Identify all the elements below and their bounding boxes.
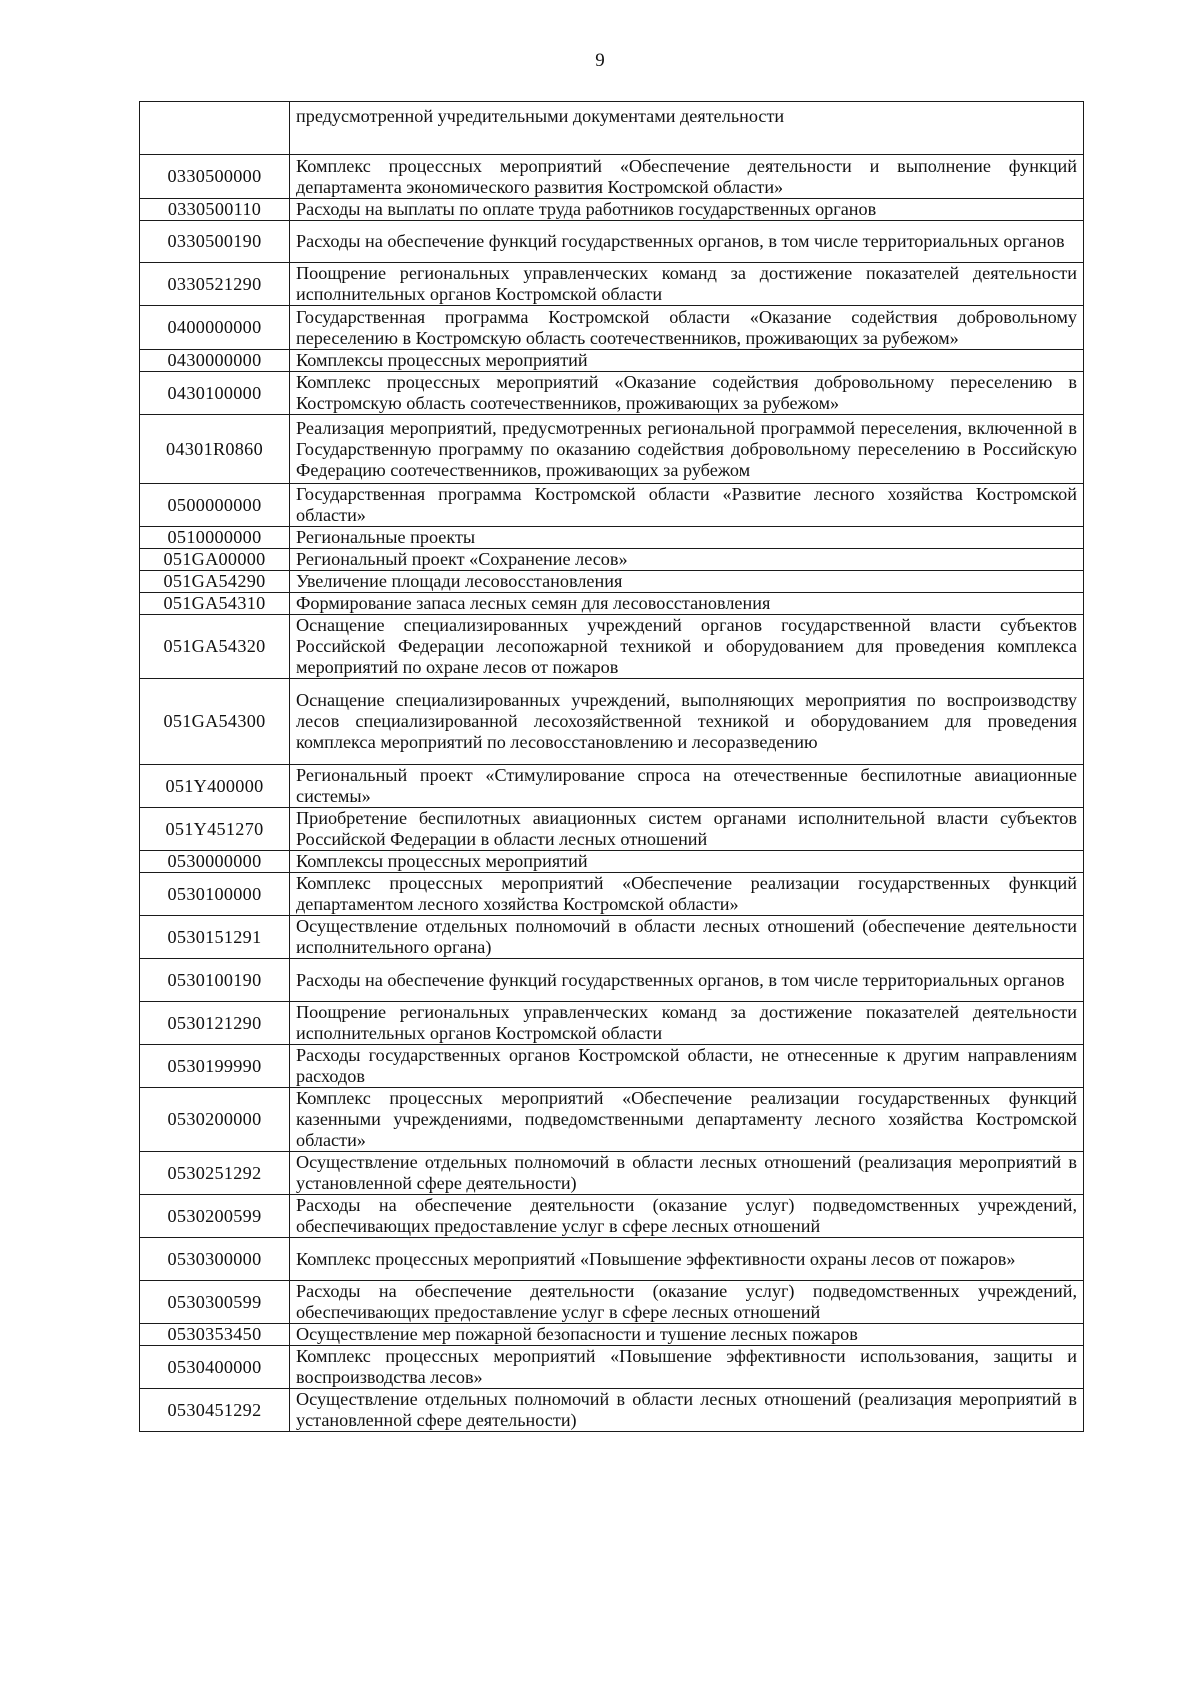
budget-code: 0530000000 xyxy=(140,851,290,873)
table-row xyxy=(140,1088,1084,1152)
table-row xyxy=(140,372,1084,415)
expense-description: Расходы на обеспечение деятельности (оказание услуг) подведомственных учреждений, обеспечивающих предоставление услуг в сфере лесных отношений xyxy=(290,1281,1084,1324)
budget-code: 0530300599 xyxy=(140,1281,290,1324)
table-row xyxy=(140,1389,1084,1432)
expense-description: Комплекс процессных мероприятий «Оказание содействия добровольному переселению в Костромскую область соотечественников, проживающих за рубежом» xyxy=(290,372,1084,415)
expense-description: Расходы на обеспечение деятельности (оказание услуг) подведомственных учреждений, обеспечивающих предоставление услуг в сфере лесных отношений xyxy=(290,1195,1084,1238)
table-row xyxy=(140,263,1084,306)
expense-description: Расходы на обеспечение функций государственных органов, в том числе территориальных органов xyxy=(290,959,1084,1002)
budget-code: 0530151291 xyxy=(140,916,290,959)
table-row xyxy=(140,415,1084,484)
budget-code: 0500000000 xyxy=(140,484,290,527)
expense-description: Комплекс процессных мероприятий «Обеспечение реализации государственных функций департаментом лесного хозяйства Костромской области» xyxy=(290,873,1084,916)
table-row xyxy=(140,679,1084,765)
expense-description: Государственная программа Костромской области «Развитие лесного хозяйства Костромской области» xyxy=(290,484,1084,527)
expense-description: Поощрение региональных управленческих команд за достижение показателей деятельности исполнительных органов Костромской области xyxy=(290,263,1084,306)
budget-code: 0530300000 xyxy=(140,1238,290,1281)
table-row xyxy=(140,1045,1084,1088)
budget-code: 051Y400000 xyxy=(140,765,290,808)
expense-description: Комплекс процессных мероприятий «Обеспечение деятельности и выполнение функций департамента экономического развития Костромской области» xyxy=(290,155,1084,199)
budget-code: 0330500190 xyxy=(140,221,290,263)
expense-description: Комплекс процессных мероприятий «Повышение эффективности охраны лесов от пожаров» xyxy=(290,1238,1084,1281)
table-row xyxy=(140,873,1084,916)
expense-description: Комплекс процессных мероприятий «Обеспечение реализации государственных функций казенными учреждениями, подведомственными департаменту лесного хозяйства Костромской области» xyxy=(290,1088,1084,1152)
expense-description: Оснащение специализированных учреждений, выполняющих мероприятия по воспроизводству лесов специализированной лесохозяйственной техникой и оборудованием для проведения комплекса мероприятий по лесовосстановлению и лесоразведению xyxy=(290,679,1084,765)
budget-code: 0530353450 xyxy=(140,1324,290,1346)
page-number: 9 xyxy=(595,50,605,71)
expense-description: Расходы на выплаты по оплате труда работников государственных органов xyxy=(290,199,1084,221)
budget-code: 0530121290 xyxy=(140,1002,290,1045)
budget-code xyxy=(140,102,290,155)
budget-code: 0330521290 xyxy=(140,263,290,306)
budget-code: 0330500000 xyxy=(140,155,290,199)
expense-description: Осуществление отдельных полномочий в области лесных отношений (обеспечение деятельности исполнительного органа) xyxy=(290,916,1084,959)
table-row xyxy=(140,102,1084,155)
expense-description: Осуществление отдельных полномочий в области лесных отношений (реализация мероприятий в установленной сфере деятельности) xyxy=(290,1389,1084,1432)
table-row xyxy=(140,571,1084,593)
expense-description: Государственная программа Костромской области «Оказание содействия добровольному переселению в Костромскую область соотечественников, проживающих за рубежом» xyxy=(290,306,1084,350)
budget-code: 0530200599 xyxy=(140,1195,290,1238)
budget-code: 051GA00000 xyxy=(140,549,290,571)
budget-code: 051GA54310 xyxy=(140,593,290,615)
table-row xyxy=(140,306,1084,350)
expense-description: Осуществление мер пожарной безопасности и тушение лесных пожаров xyxy=(290,1324,1084,1346)
table-row xyxy=(140,765,1084,808)
table-row xyxy=(140,199,1084,221)
budget-code: 0430000000 xyxy=(140,350,290,372)
expense-description: Увеличение площади лесовосстановления xyxy=(290,571,1084,593)
expense-description: Оснащение специализированных учреждений органов государственной власти субъектов Российской Федерации лесопожарной техникой и оборудованием для проведения комплекса мероприятий по охране лесов от пожаров xyxy=(290,615,1084,679)
table-row xyxy=(140,808,1084,851)
expense-description: Поощрение региональных управленческих команд за достижение показателей деятельности исполнительных органов Костромской области xyxy=(290,1002,1084,1045)
budget-code: 0530199990 xyxy=(140,1045,290,1088)
budget-code: 0530100190 xyxy=(140,959,290,1002)
expense-description: Приобретение беспилотных авиационных систем органами исполнительной власти субъектов Российской Федерации в области лесных отношений xyxy=(290,808,1084,851)
table-row xyxy=(140,1002,1084,1045)
expense-description: Расходы государственных органов Костромской области, не отнесенные к другим направлениям расходов xyxy=(290,1045,1084,1088)
table-row xyxy=(140,1152,1084,1195)
budget-code: 0430100000 xyxy=(140,372,290,415)
expense-description: Расходы на обеспечение функций государственных органов, в том числе территориальных органов xyxy=(290,221,1084,263)
expense-description: Региональный проект «Стимулирование спроса на отечественные беспилотные авиационные системы» xyxy=(290,765,1084,808)
table-row xyxy=(140,155,1084,199)
table-row xyxy=(140,1324,1084,1346)
expense-description: Комплексы процессных мероприятий xyxy=(290,851,1084,873)
table-row xyxy=(140,1238,1084,1281)
expense-description: Осуществление отдельных полномочий в области лесных отношений (реализация мероприятий в установленной сфере деятельности) xyxy=(290,1152,1084,1195)
table-row xyxy=(140,484,1084,527)
table-row xyxy=(140,916,1084,959)
budget-code: 051GA54320 xyxy=(140,615,290,679)
budget-code: 0530200000 xyxy=(140,1088,290,1152)
budget-code: 0510000000 xyxy=(140,527,290,549)
table-row xyxy=(140,615,1084,679)
budget-code: 0530251292 xyxy=(140,1152,290,1195)
expense-description: Комплексы процессных мероприятий xyxy=(290,350,1084,372)
expense-description: Реализация мероприятий, предусмотренных региональной программой переселения, включенной в Государственную программу по оказанию содействия добровольному переселению в Российскую Федерацию соотечественников, проживающих за рубежом xyxy=(290,415,1084,484)
budget-code: 0330500110 xyxy=(140,199,290,221)
expense-description: Региональные проекты xyxy=(290,527,1084,549)
expense-description: предусмотренной учредительными документами деятельности xyxy=(290,102,1084,155)
table-row xyxy=(140,1195,1084,1238)
budget-code-table xyxy=(139,101,1084,1432)
budget-code: 04301R0860 xyxy=(140,415,290,484)
budget-code: 0530400000 xyxy=(140,1346,290,1389)
expense-description: Формирование запаса лесных семян для лесовосстановления xyxy=(290,593,1084,615)
table-row xyxy=(140,1281,1084,1324)
table-row xyxy=(140,350,1084,372)
table-row xyxy=(140,527,1084,549)
budget-code: 0530100000 xyxy=(140,873,290,916)
budget-code: 051Y451270 xyxy=(140,808,290,851)
expense-description: Региональный проект «Сохранение лесов» xyxy=(290,549,1084,571)
table-row xyxy=(140,959,1084,1002)
budget-code: 0530451292 xyxy=(140,1389,290,1432)
table-row xyxy=(140,1346,1084,1389)
expense-description: Комплекс процессных мероприятий «Повышение эффективности использования, защиты и воспроизводства лесов» xyxy=(290,1346,1084,1389)
budget-code: 051GA54300 xyxy=(140,679,290,765)
table-row xyxy=(140,851,1084,873)
table-row xyxy=(140,593,1084,615)
budget-code: 0400000000 xyxy=(140,306,290,350)
budget-code: 051GA54290 xyxy=(140,571,290,593)
table-row xyxy=(140,549,1084,571)
table-row xyxy=(140,221,1084,263)
